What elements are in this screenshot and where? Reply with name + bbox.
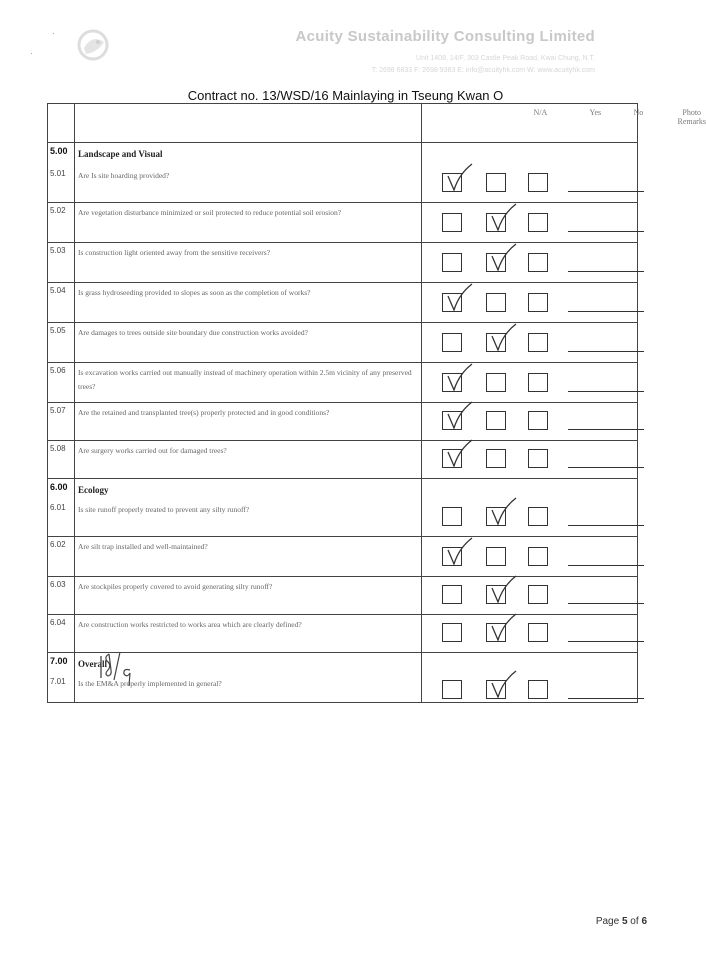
photo-remarks-line[interactable] — [568, 641, 644, 642]
checkbox-na[interactable] — [442, 680, 462, 699]
page-number — [596, 916, 647, 927]
item-answer-cell — [422, 403, 638, 441]
checkbox-na[interactable] — [442, 585, 462, 604]
checkmark-icon — [445, 164, 475, 194]
checkbox-no[interactable] — [528, 253, 548, 272]
page-mid: of — [627, 916, 642, 927]
item-question: Are vegetation disturbance minimized or soil protected to reduce potential soil erosion? — [75, 203, 422, 243]
company-logo-icon — [72, 24, 114, 66]
item-question: Is construction light oriented away from the sensitive receivers? — [75, 243, 422, 283]
checklist-row — [48, 203, 638, 243]
scan-speck: · — [30, 48, 33, 58]
checkbox-na[interactable] — [442, 213, 462, 232]
checklist-row — [48, 537, 638, 577]
company-name: Acuity Sustainability Consulting Limited — [295, 28, 595, 45]
photo-remarks-line[interactable] — [568, 231, 644, 232]
item-number: 6.02 — [48, 537, 75, 577]
checkbox-no[interactable] — [528, 623, 548, 642]
section-row — [48, 143, 638, 167]
checkbox-no[interactable] — [528, 173, 548, 192]
item-number: 6.01 — [48, 500, 75, 537]
checklist-row — [48, 283, 638, 323]
item-number: 5.05 — [48, 323, 75, 363]
checkbox-no[interactable] — [528, 293, 548, 312]
checkbox-no[interactable] — [528, 333, 548, 352]
item-answer-cell — [422, 243, 638, 283]
checkmark-icon — [489, 498, 519, 528]
photo-remarks-line[interactable] — [568, 311, 644, 312]
checkbox-yes[interactable] — [486, 373, 506, 392]
photo-remarks-line[interactable] — [568, 351, 644, 352]
checkmark-icon — [489, 204, 519, 234]
item-answer-cell — [422, 615, 638, 653]
checklist-row — [48, 403, 638, 441]
col-remarks-label: Photo Remarks — [677, 108, 706, 126]
page-prefix: Page — [595, 916, 622, 927]
item-answer-cell — [422, 441, 638, 479]
checkmark-icon — [445, 440, 475, 470]
item-answer-cell — [422, 500, 638, 537]
section-number: 7.00 — [48, 653, 75, 675]
checkbox-no[interactable] — [528, 585, 548, 604]
item-question: Are construction works restricted to works area which are clearly defined? — [75, 615, 422, 653]
photo-remarks-line[interactable] — [568, 391, 644, 392]
item-question: Is site runoff properly treated to prevent any silty runoff? — [75, 500, 422, 537]
company-contact: T: 2698 6833 F: 2698 9383 E: info@acuityhk.com W: www.acuityhk.com — [371, 67, 595, 74]
checklist-row — [48, 577, 638, 615]
item-number: 5.07 — [48, 403, 75, 441]
checkbox-na[interactable] — [442, 623, 462, 642]
col-yes-label: Yes — [589, 108, 602, 117]
checkmark-icon — [489, 614, 519, 644]
checkbox-yes[interactable] — [486, 411, 506, 430]
item-question: Are stockpiles properly covered to avoid generating silty runoff? — [75, 577, 422, 615]
item-number: 5.08 — [48, 441, 75, 479]
checkmark-icon — [445, 402, 475, 432]
item-number: 5.01 — [48, 166, 75, 203]
checkmark-icon — [489, 244, 519, 274]
photo-remarks-line[interactable] — [568, 698, 644, 699]
item-question: Is excavation works carried out manually instead of machinery operation within 2.5m vicinity of any preserved trees? — [75, 363, 422, 403]
item-question: Are Is site hoarding provided? — [75, 166, 422, 203]
item-question: Are silt trap installed and well-maintained? — [75, 537, 422, 577]
checklist-row — [48, 166, 638, 203]
item-answer-cell — [422, 283, 638, 323]
checklist-row — [48, 363, 638, 403]
item-answer-cell — [422, 203, 638, 243]
section-number: 5.00 — [48, 143, 75, 167]
checklist-table — [47, 103, 706, 703]
item-answer-cell — [422, 537, 638, 577]
section-answer-cell — [422, 479, 638, 501]
item-answer-cell — [422, 363, 638, 403]
item-answer-cell — [422, 166, 638, 203]
checkmark-icon — [489, 324, 519, 354]
checkbox-no[interactable] — [528, 507, 548, 526]
checkmark-icon — [489, 576, 519, 606]
section-title-cell — [75, 479, 422, 501]
section-title-cell — [75, 143, 422, 167]
checkmark-icon — [489, 671, 519, 701]
checkmark-icon — [445, 538, 475, 568]
checklist-row — [48, 500, 638, 537]
page-current: 5 — [621, 916, 628, 927]
checkbox-yes[interactable] — [486, 449, 506, 468]
checklist-row — [48, 243, 638, 283]
item-question: Are the retained and transplanted tree(s) properly protected and in good conditions? — [75, 403, 422, 441]
item-question: Are damages to trees outside site boundary due construction works avoided? — [75, 323, 422, 363]
checkbox-yes[interactable] — [486, 173, 506, 192]
contract-title: Contract no. 13/WSD/16 Mainlaying in Tseung Kwan O — [187, 88, 504, 103]
section-number: 6.00 — [48, 479, 75, 501]
item-number: 5.03 — [48, 243, 75, 283]
checkmark-icon — [445, 364, 475, 394]
section-title: Landscape and Visual — [78, 149, 163, 159]
scan-speck: · — [52, 28, 55, 38]
checkbox-no[interactable] — [528, 680, 548, 699]
item-question: Is grass hydroseeding provided to slopes as soon as the completion of works? — [75, 283, 422, 323]
checkbox-no[interactable] — [528, 213, 548, 232]
checkbox-no[interactable] — [528, 449, 548, 468]
item-number: 5.06 — [48, 363, 75, 403]
section-title: Overall — [78, 659, 107, 669]
item-number: 5.04 — [48, 283, 75, 323]
item-answer-cell — [422, 577, 638, 615]
section-row — [48, 479, 638, 501]
checkbox-yes[interactable] — [486, 547, 506, 566]
section-title: Ecology — [78, 485, 109, 495]
checkmark-icon — [445, 284, 475, 314]
header-blank-cell — [48, 104, 75, 143]
photo-remarks-line[interactable] — [568, 467, 644, 468]
item-question: Are surgery works carried out for damaged trees? — [75, 441, 422, 479]
checkbox-yes[interactable] — [486, 293, 506, 312]
item-number: 6.04 — [48, 615, 75, 653]
photo-remarks-line[interactable] — [568, 603, 644, 604]
checkbox-na[interactable] — [442, 253, 462, 272]
page-total: 6 — [641, 916, 647, 927]
item-number: 6.03 — [48, 577, 75, 615]
checklist-row — [48, 441, 638, 479]
photo-remarks-line[interactable] — [568, 191, 644, 192]
checkbox-no[interactable] — [528, 373, 548, 392]
item-number: 7.01 — [48, 674, 75, 703]
checkbox-no[interactable] — [528, 411, 548, 430]
col-no-label: No — [633, 108, 644, 117]
photo-remarks-line[interactable] — [568, 271, 644, 272]
checkbox-na[interactable] — [442, 333, 462, 352]
section-answer-cell — [422, 653, 638, 675]
checkbox-na[interactable] — [442, 507, 462, 526]
company-address: Unit 1408, 14/F, 303 Castle Peak Road, Kwai Chung, N.T. — [416, 55, 595, 62]
item-answer-cell — [422, 323, 638, 363]
photo-remarks-line[interactable] — [568, 565, 644, 566]
checklist-row — [48, 615, 638, 653]
item-number: 5.02 — [48, 203, 75, 243]
item-question: Is the EM&A properly implemented in general? — [75, 674, 422, 703]
checklist-row — [48, 323, 638, 363]
table-header-row — [48, 104, 638, 143]
col-na-label: N/A — [533, 108, 548, 117]
checkbox-no[interactable] — [528, 547, 548, 566]
handwritten-date — [96, 648, 140, 688]
header-blank-cell — [75, 104, 422, 143]
section-answer-cell — [422, 143, 638, 167]
item-answer-cell — [422, 674, 638, 703]
photo-remarks-line[interactable] — [568, 429, 644, 430]
photo-remarks-line[interactable] — [568, 525, 644, 526]
header-answer-cell — [422, 104, 706, 143]
